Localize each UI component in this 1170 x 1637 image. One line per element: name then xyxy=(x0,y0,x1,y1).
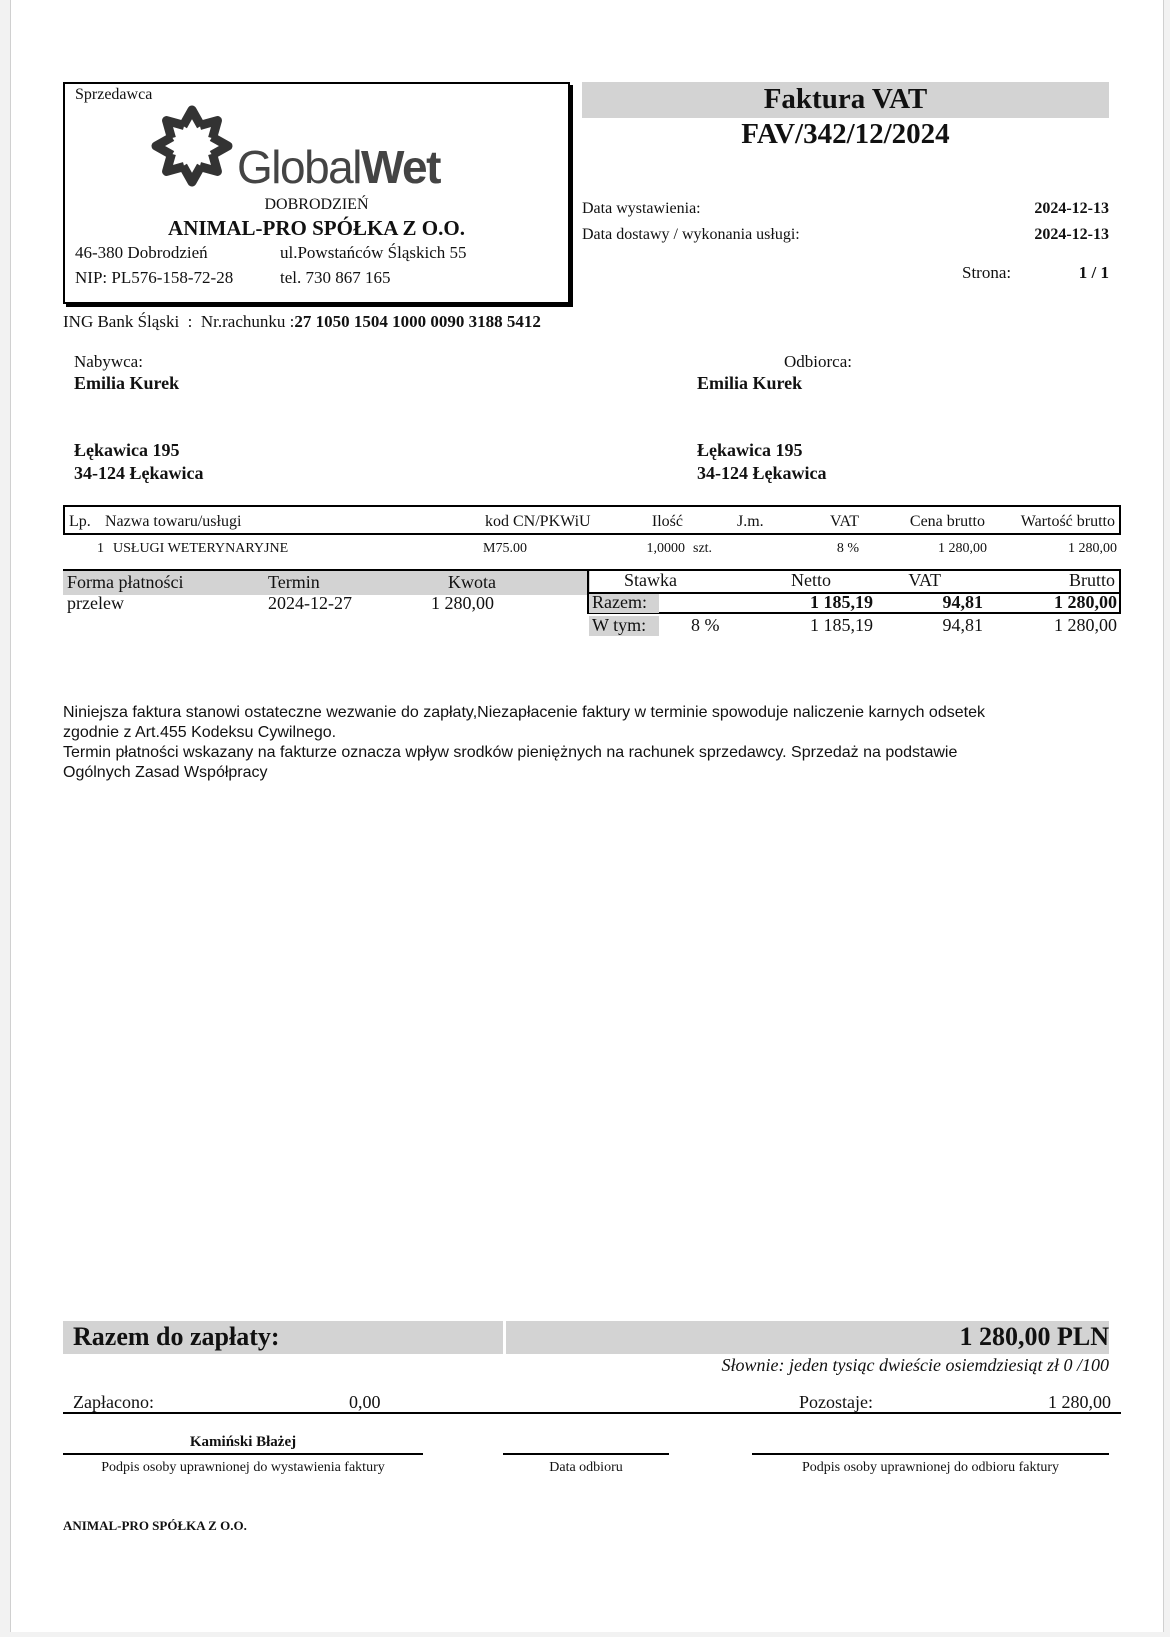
logo-wordmark xyxy=(237,140,440,194)
seller-nip: NIP: PL576-158-72-28 xyxy=(75,268,234,287)
seller-label: Sprzedawca xyxy=(75,86,153,103)
remaining-value: 1 280,00 xyxy=(1048,1392,1111,1412)
issue-date: 2024-12-13 xyxy=(1034,200,1109,217)
vat-total-vat: 94,81 xyxy=(942,592,983,612)
row-code: M75.00 xyxy=(483,541,527,556)
receipt-date-line xyxy=(503,1453,669,1455)
paid-value: 0,00 xyxy=(349,1392,381,1412)
seller-postal-city: 46-380 Dobrodzień xyxy=(75,243,208,262)
issuer-caption: Podpis osoby uprawnionej do wystawienia faktury xyxy=(101,1460,385,1475)
col-price: Cena brutto xyxy=(909,513,985,530)
delivery-date: 2024-12-13 xyxy=(1034,226,1109,243)
remaining-label: Pozostaje: xyxy=(799,1392,873,1412)
receipt-date-caption: Data odbioru xyxy=(549,1460,623,1475)
issuer-name: Kamiński Błażej xyxy=(189,1434,297,1450)
vat-col-vat: VAT xyxy=(908,570,941,590)
buyer-name: Emilia Kurek xyxy=(74,373,180,393)
receiver-caption: Podpis osoby uprawnionej do odbioru faktury xyxy=(801,1460,1060,1475)
notes-line-4: Ogólnych Zasad Współpracy xyxy=(63,764,268,781)
vat-incl-rate: 8 % xyxy=(691,615,720,635)
payment-col-amount: Kwota xyxy=(448,572,496,592)
vat-col-rate: Stawka xyxy=(624,570,677,590)
seller-street: ul.Powstańców Śląskich 55 xyxy=(280,243,467,262)
recipient-label: Odbiorca: xyxy=(784,352,852,371)
footer-company: ANIMAL-PRO SPÓŁKA Z O.O. xyxy=(63,1518,247,1533)
col-unit: J.m. xyxy=(737,513,764,530)
vat-summary-header xyxy=(589,570,1119,594)
vat-incl-net: 1 185,19 xyxy=(810,615,873,635)
col-qty: Ilość xyxy=(651,513,683,530)
row-lp: 1 xyxy=(97,541,104,556)
paid-row xyxy=(63,1392,1121,1414)
payment-col-due: Termin xyxy=(268,572,320,592)
company-logo xyxy=(145,104,455,193)
logo-text-light: Global xyxy=(237,141,361,193)
bank-account-number: 27 1050 1504 1000 0090 3188 5412 xyxy=(294,312,541,331)
invoice-title: Faktura VAT xyxy=(763,83,928,115)
invoice-notes xyxy=(63,703,1123,783)
vat-total-net: 1 185,19 xyxy=(810,592,873,612)
vat-total-gross: 1 280,00 xyxy=(1054,592,1117,612)
recipient-city: 34-124 Łękawica xyxy=(697,463,827,483)
seller-name: ANIMAL-PRO SPÓŁKA Z O.O. xyxy=(168,216,465,240)
receiver-signature-line xyxy=(752,1453,1109,1455)
globalwet-logo-icon xyxy=(145,104,240,189)
notes-line-3: Termin płatności wskazany na fakturze oznacza wpływ srodków pieniężnych na rachunek sprzedawcy. Sprzedaż na podstawie xyxy=(63,744,958,761)
issue-date-label: Data wystawienia: xyxy=(582,200,701,217)
row-unit: szt. xyxy=(693,541,713,556)
amount-in-words: Słownie: jeden tysiąc dwieście osiemdziesiąt zł 0 /100 xyxy=(721,1355,1109,1375)
table-row xyxy=(63,538,1121,562)
paid-label: Zapłacono: xyxy=(73,1392,154,1412)
payment-col-method: Forma płatności xyxy=(67,572,184,592)
buyer-street: Łękawica 195 xyxy=(74,440,180,460)
payment-amount: 1 280,00 xyxy=(431,593,494,613)
vat-total-label: Razem: xyxy=(592,592,647,612)
total-due-label: Razem do zapłaty: xyxy=(73,1322,280,1351)
vat-incl-vat: 94,81 xyxy=(942,615,983,635)
logo-text-bold: Wet xyxy=(360,141,440,193)
row-value: 1 280,00 xyxy=(1068,541,1117,556)
issuer-signature-line xyxy=(63,1453,423,1455)
payment-due: 2024-12-27 xyxy=(268,593,352,613)
buyer-label: Nabywca: xyxy=(74,352,143,371)
col-vat: VAT xyxy=(829,513,859,530)
bank-prefix: ING Bank Śląski : Nr.rachunku : xyxy=(63,312,295,331)
bank-account xyxy=(63,312,541,332)
recipient-name: Emilia Kurek xyxy=(697,373,803,393)
vat-col-net: Netto xyxy=(791,570,831,590)
page-label: Strona: xyxy=(962,263,1012,282)
col-code: kod CN/PKWiU xyxy=(485,513,591,530)
seller-phone: tel. 730 867 165 xyxy=(280,268,391,287)
buyer-city: 34-124 Łękawica xyxy=(74,463,204,483)
notes-line-1: Niniejsza faktura stanowi ostateczne wezwanie do zapłaty,Niezapłacenie faktury w terminie spowoduje naliczenie karnych odsetek xyxy=(63,704,985,721)
seller-city-caption: DOBRODZIEŃ xyxy=(264,196,369,213)
col-value: Wartość brutto xyxy=(1020,513,1115,530)
delivery-date-label: Data dostawy / wykonania usługi: xyxy=(582,226,800,243)
col-lp: Lp. xyxy=(69,513,91,530)
payment-method: przelew xyxy=(67,593,124,613)
row-name: USŁUGI WETERYNARYJNE xyxy=(113,541,289,556)
notes-line-2: zgodnie z Art.455 Kodeksu Cywilnego. xyxy=(63,724,337,741)
items-table-header xyxy=(63,505,1121,535)
vat-incl-gross: 1 280,00 xyxy=(1054,615,1117,635)
page-number: 1 / 1 xyxy=(1078,263,1109,282)
total-due-amount: 1 280,00 PLN xyxy=(959,1322,1109,1351)
col-name: Nazwa towaru/usługi xyxy=(105,513,242,530)
recipient-street: Łękawica 195 xyxy=(697,440,803,460)
seller-box xyxy=(63,82,570,304)
row-qty: 1,0000 xyxy=(646,541,685,556)
vat-col-gross: Brutto xyxy=(1068,570,1115,590)
invoice-page xyxy=(10,0,1164,1632)
vat-incl-label: W tym: xyxy=(592,615,647,635)
invoice-number: FAV/342/12/2024 xyxy=(741,118,950,150)
row-vat: 8 % xyxy=(836,541,859,556)
row-price: 1 280,00 xyxy=(938,541,987,556)
payment-header xyxy=(63,569,590,595)
